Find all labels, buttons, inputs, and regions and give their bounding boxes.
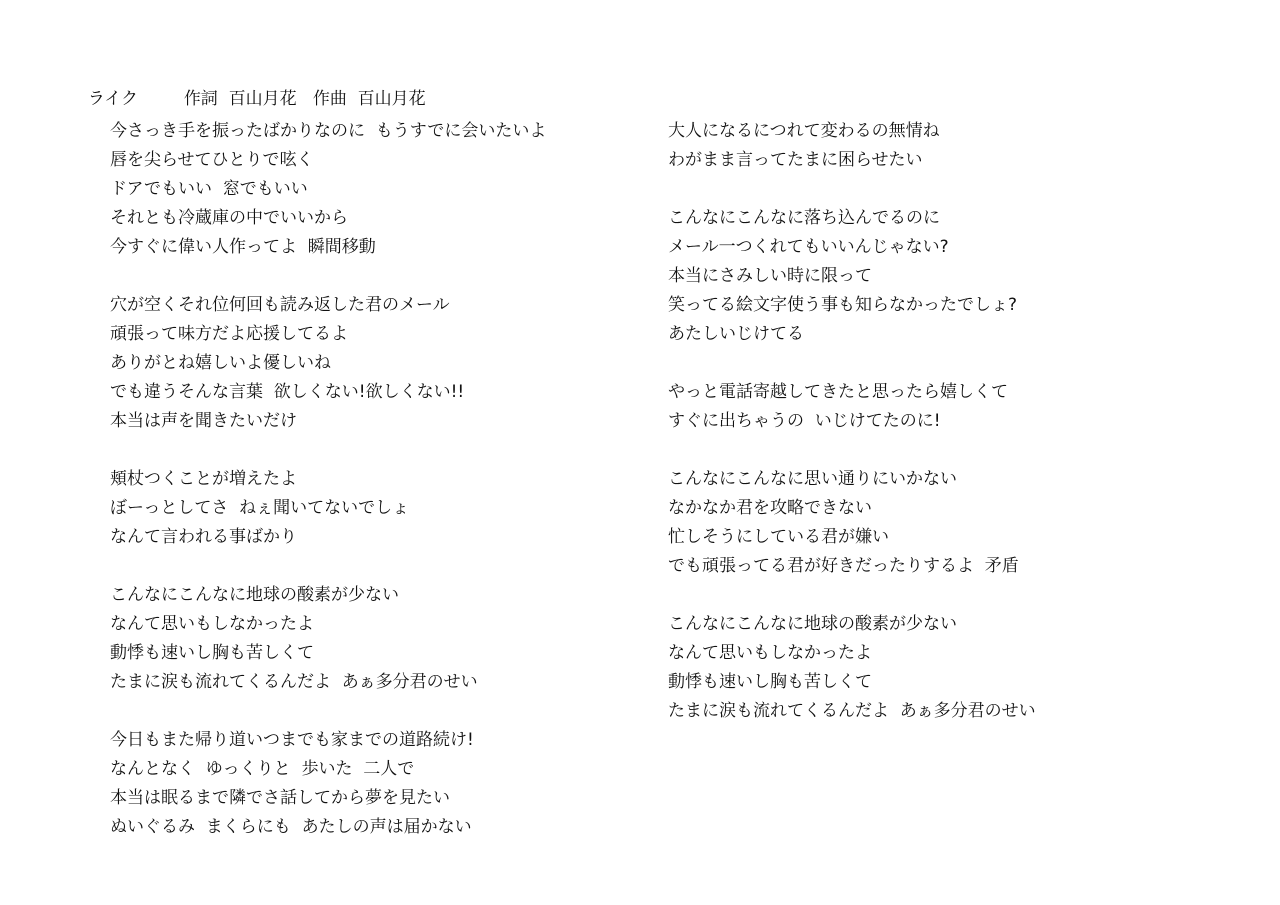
lyric-line: たまに涙も流れてくるんだよ あぁ多分君のせい	[668, 701, 1036, 721]
lyric-line: 忙しそうにしている君が嫌い	[668, 527, 889, 547]
lyric-line: なんて思いもしなかったよ	[668, 643, 872, 663]
lyric-line: 本当にさみしい時に限って	[668, 266, 872, 286]
lyric-line: なんて思いもしなかったよ	[110, 614, 314, 634]
song-header	[77, 60, 426, 109]
lyric-line: ぼーっとしてさ ねぇ聞いてないでしょ	[110, 498, 410, 518]
lyric-line: やっと電話寄越してきたと思ったら嬉しくて	[668, 382, 1008, 402]
lyric-stanza	[668, 204, 1228, 349]
lyric-line: あたしいじけてる	[668, 324, 804, 344]
lyric-line: 穴が空くそれ位何回も読み返した君のメール	[110, 295, 450, 315]
lyric-line: 本当は声を聞きたいだけ	[110, 411, 297, 431]
song-credits: 作詞 百山月花 作曲 百山月花	[183, 89, 426, 109]
lyric-line: なんて言われる事ばかり	[110, 527, 297, 547]
lyric-line: ありがとね嬉しいよ優しいね	[110, 353, 331, 373]
lyric-line: 唇を尖らせてひとりで呟く	[110, 150, 314, 170]
lyric-line: すぐに出ちゃうの いじけてたのに!	[668, 411, 941, 431]
lyrics-right-column	[668, 117, 1228, 726]
lyric-line: こんなにこんなに思い通りにいかない	[668, 469, 957, 489]
lyric-stanza	[668, 378, 1228, 436]
lyric-line: 今日もまた帰り道いつまでも家までの道路続け!	[110, 730, 474, 750]
lyric-stanza	[110, 117, 630, 262]
lyric-line: 動悸も速いし胸も苦しくて	[668, 672, 872, 692]
lyric-stanza	[668, 465, 1228, 581]
lyric-line: ぬいぐるみ まくらにも あたしの声は届かない	[110, 817, 472, 837]
lyric-line: メール一つくれてもいいんじゃない?	[668, 237, 949, 257]
lyric-line: わがまま言ってたまに困らせたい	[668, 150, 923, 170]
lyric-line: 今すぐに偉い人作ってよ 瞬間移動	[110, 237, 376, 257]
lyric-line: 本当は眠るまで隣でさ話してから夢を見たい	[110, 788, 450, 808]
lyric-line: ドアでもいい 窓でもいい	[110, 179, 308, 199]
lyric-line: 笑ってる絵文字使う事も知らなかったでしょ?	[668, 295, 1018, 315]
lyric-stanza	[110, 726, 630, 842]
lyric-stanza	[668, 610, 1228, 726]
lyric-stanza	[110, 291, 630, 436]
lyric-line: 今さっき手を振ったばかりなのに もうすでに会いたいよ	[110, 121, 547, 141]
lyric-line: 動悸も速いし胸も苦しくて	[110, 643, 314, 663]
lyric-line: こんなにこんなに地球の酸素が少ない	[110, 585, 399, 605]
lyric-line: 大人になるにつれて変わるの無情ね	[668, 121, 940, 141]
lyric-line: 頑張って味方だよ応援してるよ	[110, 324, 348, 344]
lyric-line: なんとなく ゆっくりと 歩いた 二人で	[110, 759, 415, 779]
lyric-stanza	[110, 581, 630, 697]
lyric-line: でも違うそんな言葉 欲しくない!欲しくない!!	[110, 382, 465, 402]
song-title: ライク	[87, 89, 138, 109]
lyric-line: たまに涙も流れてくるんだよ あぁ多分君のせい	[110, 672, 478, 692]
lyric-line: なかなか君を攻略できない	[668, 498, 872, 518]
lyric-stanza	[668, 117, 1228, 175]
lyric-line: こんなにこんなに落ち込んでるのに	[668, 208, 940, 228]
lyric-line: こんなにこんなに地球の酸素が少ない	[668, 614, 957, 634]
lyric-line: でも頑張ってる君が好きだったりするよ 矛盾	[668, 556, 1019, 576]
lyric-line: それとも冷蔵庫の中でいいから	[110, 208, 348, 228]
lyric-line: 頬杖つくことが増えたよ	[110, 469, 297, 489]
lyric-stanza	[110, 465, 630, 552]
lyrics-left-column	[110, 117, 630, 842]
